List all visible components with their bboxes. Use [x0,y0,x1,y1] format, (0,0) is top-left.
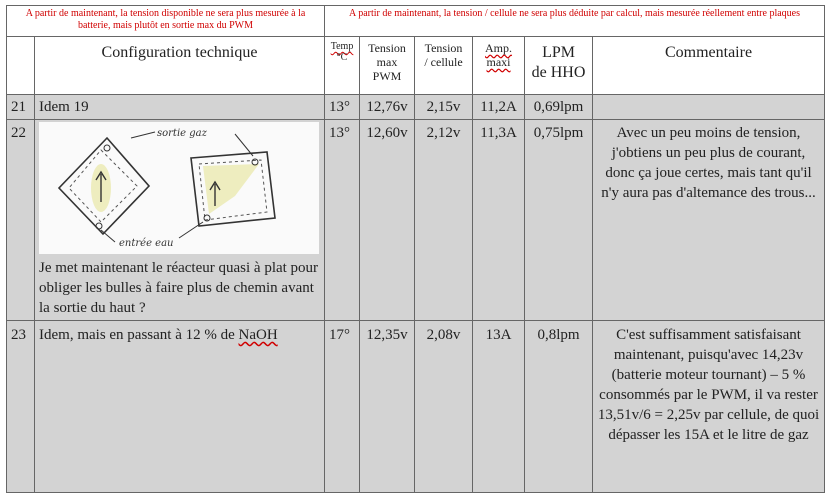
row-tension-cell: 2,08v [415,321,473,493]
row-amp: 11,2A [473,95,525,120]
results-table [6,5,825,493]
header-lpm [525,37,593,95]
header-row [7,37,825,95]
sketch-label-bottom: entrée eau [119,238,174,249]
row-lpm: 0,8lpm [525,321,593,493]
header-comment: Commentaire [593,37,825,95]
row-config-chem: NaOH [238,327,278,343]
row-lpm: 0,75lpm [525,120,593,321]
row-lpm: 0,69lpm [525,95,593,120]
row-comment: Avec un peu moins de tension, j'obtiens un peu plus de courant, donc ça joue certes, mais tant qu'il n'y aura pas d'altemance des trous... [593,120,825,321]
row-tension-max: 12,35v [360,321,415,493]
row-config-cell [35,120,325,321]
row-comment [593,95,825,120]
header-lpm-line1: LPM [542,44,575,61]
header-tension-cell [415,37,473,95]
header-temp [325,37,360,95]
header-lpm-line2: de HHO [531,64,586,81]
row-config [35,321,325,493]
notes-row [7,6,825,37]
header-num [7,37,35,95]
row-tension-cell: 2,12v [415,120,473,321]
header-tension-cell-line2: / cellule [424,55,463,69]
row-amp: 13A [473,321,525,493]
header-tension-max [360,37,415,95]
header-config: Configuration technique [35,37,325,95]
header-tension-max-line3: PWM [372,69,402,83]
table-row-23 [7,321,825,493]
row-comment: C'est suffisamment satisfaisant maintenant, puisqu'avec 14,23v (batterie moteur tournant) – 5 % consommés par le PWM, il va rester 13,51v/6 = 2,25v par cellule, de quoi dépasser les 15A et le litre de gaz [593,321,825,493]
header-amp-line1: Amp. [485,41,513,55]
note-left: A partir de maintenant, la tension disponible ne sera plus mesurée à la batterie, mais plutôt en sortie max du PWM [7,6,325,37]
header-tension-max-line2: max [376,55,398,69]
row-temp: 13° [325,95,360,120]
row-config: Idem 19 [35,95,325,120]
row-tension-max: 12,60v [360,120,415,321]
header-tension-max-line1: Tension [368,41,406,55]
row-tension-cell: 2,15v [415,95,473,120]
row-config: Je met maintenant le réacteur quasi à plat pour obliger les bulles à faire plus de chemin avant la sortie du haut ? [39,260,319,316]
row-temp: 13° [325,120,360,321]
header-amp-line2: maxi [486,55,511,69]
header-amp [473,37,525,95]
sketch-label-top: sortie gaz [157,128,207,139]
row-config-text: Idem, mais en passant à 12 % de [39,327,239,343]
header-temp-unit: °C [336,52,348,63]
row-num: 22 [7,120,35,321]
row-temp: 17° [325,321,360,493]
table-row-22 [7,120,825,321]
row-num: 21 [7,95,35,120]
note-right: A partir de maintenant, la tension / cellule ne sera plus déduite par calcul, mais mesurée réellement entre plaques [325,6,825,37]
header-temp-label: Temp [330,41,354,52]
row-tension-max: 12,76v [360,95,415,120]
row-num: 23 [7,321,35,493]
header-tension-cell-line1: Tension [424,41,463,55]
reactor-sketch [39,122,319,254]
row-amp: 11,3A [473,120,525,321]
table-row-21 [7,95,825,120]
